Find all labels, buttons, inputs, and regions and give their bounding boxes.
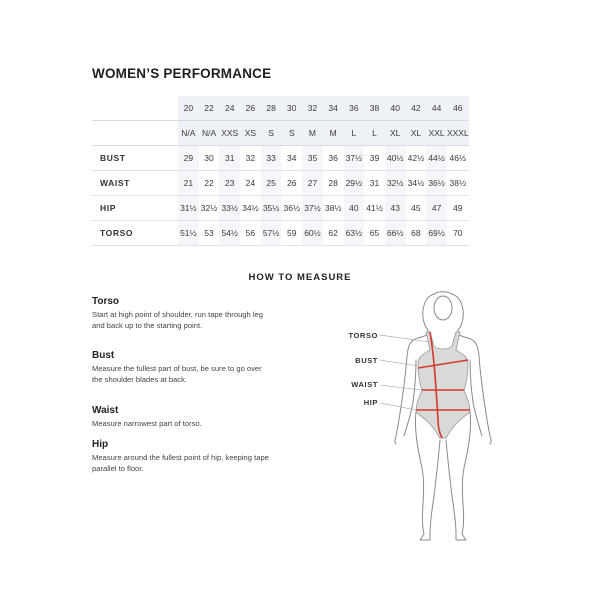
size-chart-table xyxy=(92,96,469,246)
table-cell: 46½ xyxy=(447,146,469,171)
table-cell: 62 xyxy=(323,221,344,246)
table-cell: 21 xyxy=(178,171,199,196)
table-cell: 28 xyxy=(261,96,282,121)
table-cell: 32 xyxy=(240,146,261,171)
table-cell: 38 xyxy=(364,96,385,121)
table-cell: M xyxy=(302,121,323,146)
body-figure xyxy=(380,290,510,545)
table-cell: 29½ xyxy=(344,171,365,196)
row-label: WAIST xyxy=(92,171,178,196)
table-cell: 59 xyxy=(281,221,302,246)
table-cell: 38½ xyxy=(447,171,469,196)
table-cell: 31 xyxy=(364,171,385,196)
table-cell: 37½ xyxy=(302,196,323,221)
table-cell: 34½ xyxy=(406,171,427,196)
bust-label: BUST xyxy=(355,356,378,365)
table-cell: 36 xyxy=(323,146,344,171)
table-cell: 56 xyxy=(240,221,261,246)
table-cell: 40½ xyxy=(385,146,406,171)
table-cell: 66½ xyxy=(385,221,406,246)
table-cell: 44 xyxy=(426,96,447,121)
size-number-header-row xyxy=(92,96,469,121)
measure-description: Measure around the fullest point of hip, keeping tape parallel to floor. xyxy=(92,453,269,473)
table-cell: XXS xyxy=(219,121,240,146)
table-cell: XS xyxy=(240,121,261,146)
measure-heading: Torso xyxy=(92,296,120,307)
measure-heading: Waist xyxy=(92,405,119,416)
table-cell: S xyxy=(261,121,282,146)
table-cell: 30 xyxy=(281,96,302,121)
table-cell: 29 xyxy=(178,146,199,171)
measurement-row-waist xyxy=(92,171,469,196)
table-cell: 49 xyxy=(447,196,469,221)
table-cell: S xyxy=(281,121,302,146)
table-cell: L xyxy=(344,121,365,146)
table-cell: 47 xyxy=(426,196,447,221)
table-cell: 36½ xyxy=(281,196,302,221)
table-cell: 34 xyxy=(281,146,302,171)
table-cell: 35 xyxy=(302,146,323,171)
table-cell: 26 xyxy=(240,96,261,121)
table-cell: 34½ xyxy=(240,196,261,221)
swimsuit-shape xyxy=(416,332,470,438)
table-cell: 32 xyxy=(302,96,323,121)
waist-label: WAIST xyxy=(351,380,378,389)
table-cell: 32½ xyxy=(199,196,220,221)
table-cell: 25 xyxy=(261,171,282,196)
table-cell: 70 xyxy=(447,221,469,246)
table-cell: 36½ xyxy=(426,171,447,196)
table-cell: XXL xyxy=(426,121,447,146)
table-cell: 30 xyxy=(199,146,220,171)
page-title: WOMEN’S PERFORMANCE xyxy=(92,66,272,81)
table-cell: 53 xyxy=(199,221,220,246)
table-cell: 22 xyxy=(199,96,220,121)
measure-description: Start at high point of shoulder, run tape through leg and back up to the starting point. xyxy=(92,310,263,330)
table-cell: 23 xyxy=(219,171,240,196)
table-cell: 26 xyxy=(281,171,302,196)
table-cell: 31 xyxy=(219,146,240,171)
table-cell: 36 xyxy=(344,96,365,121)
table-cell: 63½ xyxy=(344,221,365,246)
table-cell: 42 xyxy=(406,96,427,121)
table-cell: 41½ xyxy=(364,196,385,221)
torso-label: TORSO xyxy=(348,331,378,340)
table-cell: M xyxy=(323,121,344,146)
measurement-row-bust xyxy=(92,146,469,171)
table-cell: L xyxy=(364,121,385,146)
hip-label: HIP xyxy=(363,398,378,407)
table-cell: N/A xyxy=(178,121,199,146)
table-cell: XL xyxy=(406,121,427,146)
measurement-row-torso xyxy=(92,221,469,246)
table-cell: 42½ xyxy=(406,146,427,171)
table-cell: XXXL xyxy=(447,121,469,146)
row-label: HIP xyxy=(92,196,178,221)
table-cell: 40 xyxy=(344,196,365,221)
measure-item-hip xyxy=(92,439,272,474)
table-cell: 46 xyxy=(447,96,469,121)
table-cell: N/A xyxy=(199,121,220,146)
table-cell: 20 xyxy=(178,96,199,121)
measure-heading: Hip xyxy=(92,439,109,450)
table-cell: 35½ xyxy=(261,196,282,221)
row-label: BUST xyxy=(92,146,178,171)
table-cell: 24 xyxy=(219,96,240,121)
row-label: TORSO xyxy=(92,221,178,246)
table-cell: 65 xyxy=(364,221,385,246)
table-cell: 31½ xyxy=(178,196,199,221)
table-cell: 34 xyxy=(323,96,344,121)
table-cell: 69½ xyxy=(426,221,447,246)
row-label xyxy=(92,121,178,146)
table-cell: 27 xyxy=(302,171,323,196)
measure-item-torso xyxy=(92,296,272,331)
measure-item-waist xyxy=(92,405,272,430)
table-cell: XL xyxy=(385,121,406,146)
table-cell: 28 xyxy=(323,171,344,196)
measure-heading: Bust xyxy=(92,350,115,361)
table-cell: 44½ xyxy=(426,146,447,171)
how-to-measure-title: HOW TO MEASURE xyxy=(248,272,352,283)
table-cell: 43 xyxy=(385,196,406,221)
size-letter-header-row xyxy=(92,121,469,146)
table-cell: 22 xyxy=(199,171,220,196)
table-cell: 45 xyxy=(406,196,427,221)
measurement-row-hip xyxy=(92,196,469,221)
table-cell: 68 xyxy=(406,221,427,246)
table-cell: 54½ xyxy=(219,221,240,246)
measure-item-bust xyxy=(92,350,272,385)
table-cell: 57½ xyxy=(261,221,282,246)
measure-description: Measure the fullest part of bust, be sure to go over the shoulder blades at back. xyxy=(92,364,262,384)
table-cell: 51½ xyxy=(178,221,199,246)
table-cell: 40 xyxy=(385,96,406,121)
measure-description: Measure narrowest part of torso. xyxy=(92,419,202,428)
table-cell: 24 xyxy=(240,171,261,196)
table-cell: 39 xyxy=(364,146,385,171)
table-cell: 60½ xyxy=(302,221,323,246)
table-cell: 33 xyxy=(261,146,282,171)
table-cell: 33½ xyxy=(219,196,240,221)
table-cell: 38½ xyxy=(323,196,344,221)
table-cell: 37½ xyxy=(344,146,365,171)
row-label xyxy=(92,96,178,121)
table-cell: 32½ xyxy=(385,171,406,196)
